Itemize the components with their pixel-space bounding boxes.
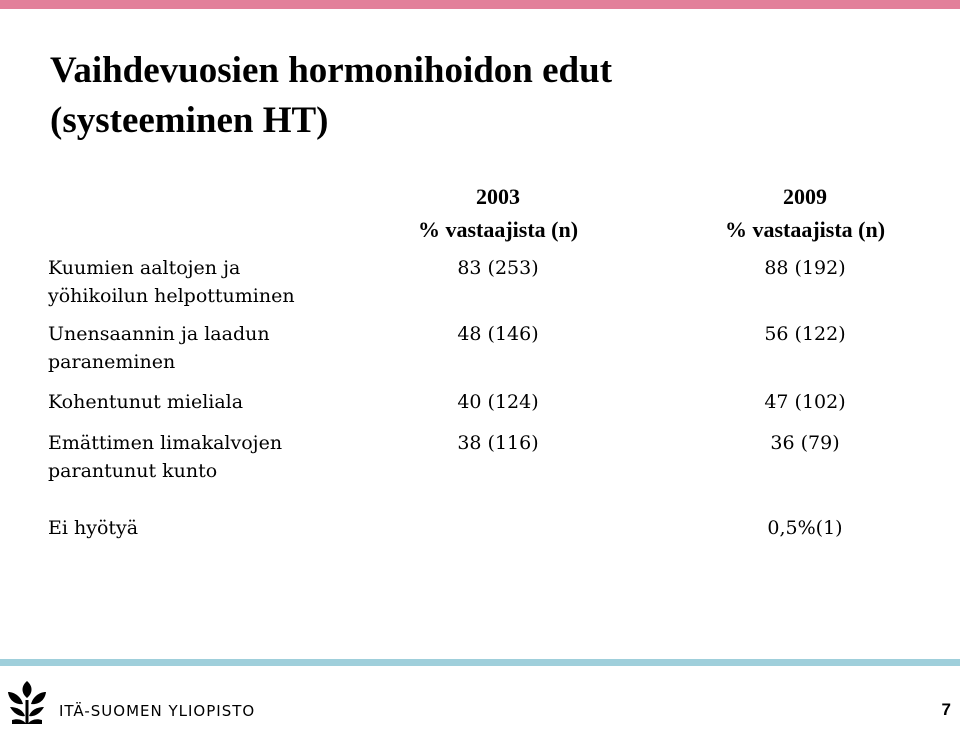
row-label-line: yöhikoilun helpottuminen xyxy=(48,285,295,307)
cell-sleep-2003: 48 (146) xyxy=(457,323,539,345)
slide-title xyxy=(50,46,910,146)
row-label-line: Unensaannin ja laadun xyxy=(48,323,270,345)
university-name: ITÄ-SUOMEN YLIOPISTO xyxy=(59,702,256,720)
top-accent-bar xyxy=(0,0,960,9)
cell-sleep-2009: 56 (122) xyxy=(764,323,846,345)
cell-hot-flashes-2009: 88 (192) xyxy=(764,257,846,279)
column-header-2003 xyxy=(398,180,598,246)
column-header-2009 xyxy=(700,180,910,246)
page-number: 7 xyxy=(941,700,951,719)
row-label-no-benefit xyxy=(48,514,378,542)
row-label-line: Kuumien aaltojen ja xyxy=(48,257,241,279)
column-subheader: % vastaajista (n) xyxy=(417,217,579,242)
row-label-line: paraneminen xyxy=(48,351,176,373)
bottom-accent-bar xyxy=(0,659,960,666)
column-year: 2009 xyxy=(783,184,827,209)
row-label-sleep xyxy=(48,320,378,376)
column-subheader: % vastaajista (n) xyxy=(724,217,886,242)
cell-no-benefit-2009: 0,5%(1) xyxy=(767,517,843,539)
university-flower-logo-icon xyxy=(6,680,48,724)
cell-mood-2003: 40 (124) xyxy=(457,391,539,413)
row-label-line: Emättimen limakalvojen xyxy=(48,432,283,454)
row-label-line: Ei hyötyä xyxy=(48,517,139,539)
logo-shapes xyxy=(8,681,46,724)
row-label-hot-flashes xyxy=(48,254,378,310)
row-label-mood xyxy=(48,388,378,416)
cell-vaginal-mucosa-2009: 36 (79) xyxy=(770,432,840,454)
row-label-line: parantunut kunto xyxy=(48,460,218,482)
slide-title-line-2: (systeeminen HT) xyxy=(50,100,329,141)
cell-hot-flashes-2003: 83 (253) xyxy=(457,257,539,279)
row-label-line: Kohentunut mieliala xyxy=(48,391,244,413)
row-label-vaginal-mucosa xyxy=(48,429,378,485)
cell-mood-2009: 47 (102) xyxy=(764,391,846,413)
column-year: 2003 xyxy=(476,184,520,209)
cell-vaginal-mucosa-2003: 38 (116) xyxy=(457,432,539,454)
slide-title-line-1: Vaihdevuosien hormonihoidon edut xyxy=(50,50,613,91)
